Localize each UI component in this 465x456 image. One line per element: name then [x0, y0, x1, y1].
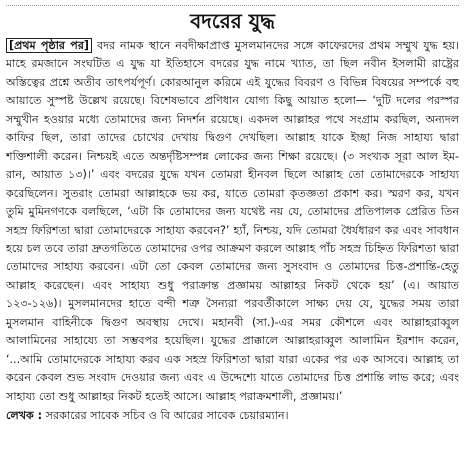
article-body	[6, 37, 459, 406]
author-text: সরকারের সাবেক সচিব ও বি আরের সাবেক চেয়ারম্যান।	[45, 409, 289, 423]
article-paragraph: বদর নামক স্থানে নবদীক্ষাপ্রাপ্ত মুসলমানদের সঙ্গে কাফেরদের প্রথম সম্মুখ যুদ্ধ হয়। মাহে রমজানে সংঘটিত এ যুদ্ধ যা ইতিহাসে বদরের যুদ্ধ নামে খ্যাত, তা ছিল নবীন ইসলামী রাষ্ট্রের অস্তিত্বের প্রশ্নে অতীব তাৎপর্যপূর্ণ। কোরআনুল করিমে এই যুদ্ধের বিবরণ ও বিভিন্ন বিষয়ের সম্পর্কে বহু আয়াতে সুস্পষ্ট উল্লেখ রয়েছে। বিশেষভাবে প্রণিধান যোগ্য কিছু আয়াত হলো— ‘দুটি দলের পরস্পর সম্মুখীন হওয়ার মধ্যে তোমাদের জন্য নিদর্শন রয়েছে। একদল আল্লাহর পথে সংগ্রাম করছিল, অন্যদল কাফির ছিল, তারা তাদের চোখের দেখায় দ্বিগুণ দেখছিল। আল্লাহ যাকে ইচ্ছা নিজ সাহায্য দ্বারা শক্তিশালী করেন। নিশ্চয়ই এতে অন্তর্দৃষ্টিসম্পন্ন লোকের জন্য শিক্ষা রয়েছে। (৩ সংখ্যক সূরা আল ইম-রান, আয়াত ১৩)।’ এবং বদরের যুদ্ধে যখন তোমরা হীনবল ছিলে আল্লাহ তো তোমাদেরকে সাহায্য করেছিলেন। সুতরাং তোমরা আল্লাহকে ভয় কর, যাতে তোমরা কৃতজ্ঞতা প্রকাশ কর। স্মরণ কর, যখন তুমি মুমিনগণকে বলছিলে, ‘এটা কি তোমাদের জন্য যথেষ্ট নয় যে, তোমাদের প্রতিপালক প্রেরিত তিন সহস্র ফিরিশতা দ্বারা তোমাদেরকে সাহায্য করবেন?’ হ্যাঁ, নিশ্চয়, যদি তোমরা ধৈর্যধারণ কর এবং সাবধান হয়ে চল তবে তারা দ্রুতগতিতে তোমাদের ওপর আক্রমণ করলে আল্লাহ পাঁচ সহস্র চিহ্নিত ফিরিশতা দ্বারা তোমাদের সাহায্য করবেন। এটা তো কেবল তোমাদের জন্য সুসংবাদ ও তোমাদের চিত্ত-প্রশান্তি-হেতু আল্লাহ করেছেন। এবং সাহায্য শুধু পরাক্রান্ত প্রজ্ঞাময় আল্লাহর নিকট থেকে হয়’ (এ। আয়াত ১২৩-১২৬)। মুসলমানদের হাতে বন্দী শত্রু সৈন্যরা পরবর্তীকালে সাক্ষ্য দেয় যে, যুদ্ধের সময় তারা মুসলমান বাহিনীকে দ্বিগুণ অবস্থায় দেখে। মহানবী (সা.)-এর সমর কৌশলে এবং আল্লাহরাব্বুল আলামিনের সাহায্যে তা সম্ভবপর হয়েছিল। যুদ্ধের প্রাক্কালে আল্লাহরাব্বুল আলামিন ইরশাদ করেন, ‘...আমি তোমাদেরকে সাহায্য করব এক সহস্র ফিরিশতা দ্বারা যারা একের পর এক আসবে। আল্লাহ তা করেন কেবল শুভ সংবাদ দেওয়ার জন্য এবং এ উদ্দেশ্যে যাতে তোমাদের চিত্ত প্রশান্তি লাভ করে; এবং সাহায্য তো শুধু আল্লাহর নিকট হতেই আসে। আল্লাহ পরাক্রমশালী, প্রজ্ঞাময়।’	[6, 39, 460, 403]
cropped-top-line	[6, 2, 459, 6]
author-line	[6, 407, 459, 425]
article-title: বদরের যুদ্ধ	[190, 9, 275, 33]
continuation-label: [প্রথম পৃষ্ঠার পর]	[6, 38, 92, 53]
author-label: লেখক :	[6, 409, 43, 423]
